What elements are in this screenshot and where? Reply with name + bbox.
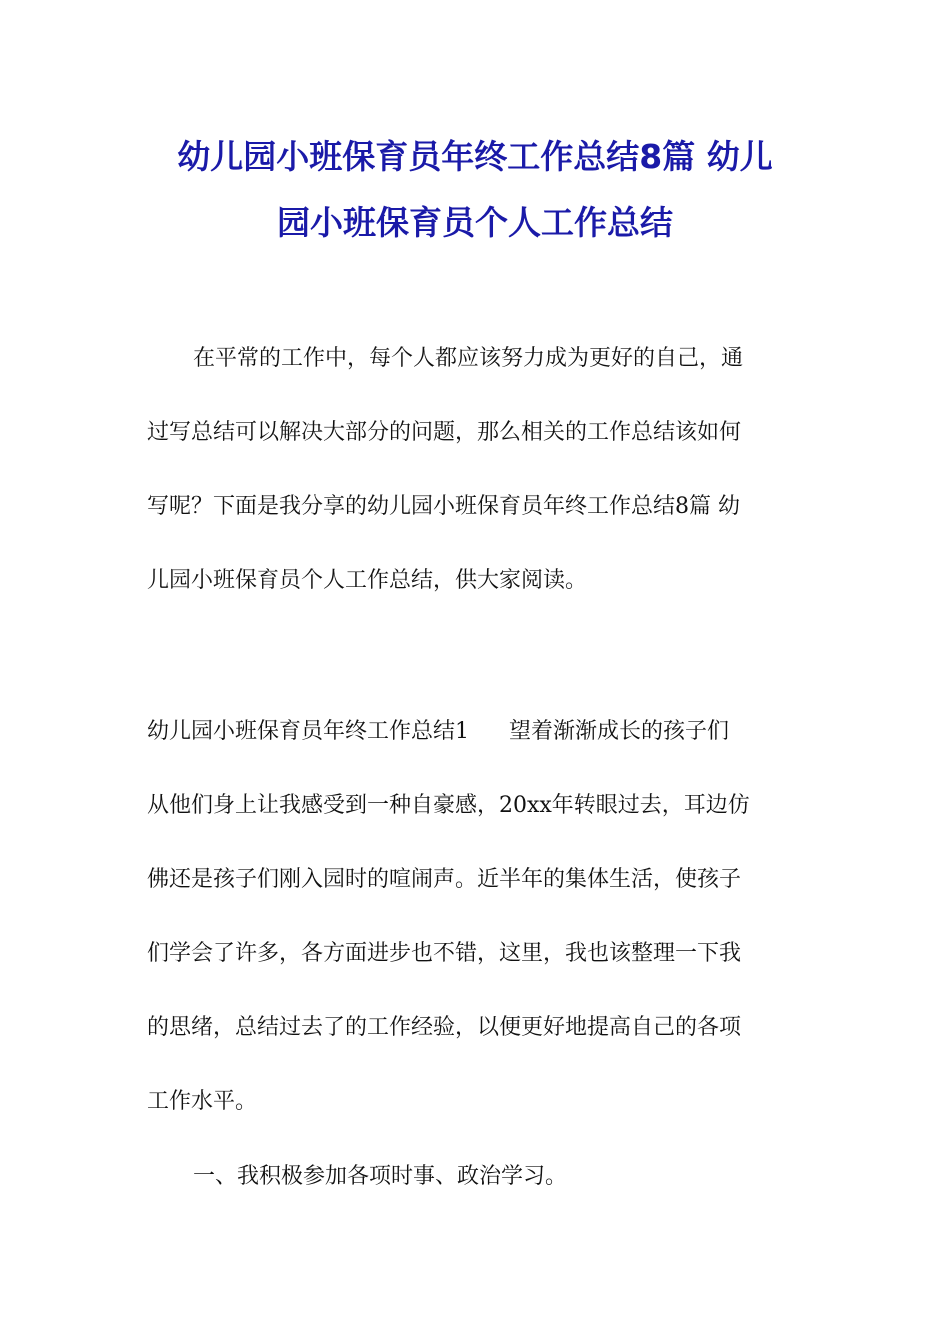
intro-line-4: 儿园小班保育员个人工作总结，供大家阅读。 (147, 568, 588, 593)
section-1-line-5: 的思绪，总结过去了的工作经验，以便更好地提高自己的各项 (147, 1015, 742, 1040)
section-1-line-3: 佛还是孩子们刚入园时的喧闹声。近半年的集体生活，使孩子 (147, 867, 742, 892)
title-line-2: 园小班保育员个人工作总结 (277, 203, 673, 242)
document-title (0, 124, 950, 256)
point-1-paragraph (147, 1140, 807, 1214)
title-line-1: 幼儿园小班保育员年终工作总结8篇 幼儿 (177, 137, 773, 176)
intro-line-3: 写呢？下面是我分享的幼儿园小班保育员年终工作总结8篇 幼 (147, 494, 740, 519)
section-1-first-line (147, 695, 807, 769)
section-1-heading: 幼儿园小班保育员年终工作总结1 (147, 719, 469, 744)
intro-line-1: 在平常的工作中，每个人都应该努力成为更好的自己，通 (193, 346, 744, 371)
section-1-paragraph (147, 695, 807, 1139)
intro-line-2: 过写总结可以解决大部分的问题，那么相关的工作总结该如何 (147, 420, 742, 445)
section-1-line-2: 从他们身上让我感受到一种自豪感，20xx年转眼过去，耳边仿 (147, 793, 750, 818)
section-1-first-line-rest: 望着渐渐成长的孩子们 (509, 719, 730, 744)
section-1-line-6: 工作水平。 (147, 1089, 258, 1114)
intro-paragraph (147, 322, 807, 618)
section-1-line-4: 们学会了许多，各方面进步也不错，这里，我也该整理一下我 (147, 941, 742, 966)
point-1-text: 一、我积极参加各项时事、政治学习。 (193, 1164, 568, 1189)
